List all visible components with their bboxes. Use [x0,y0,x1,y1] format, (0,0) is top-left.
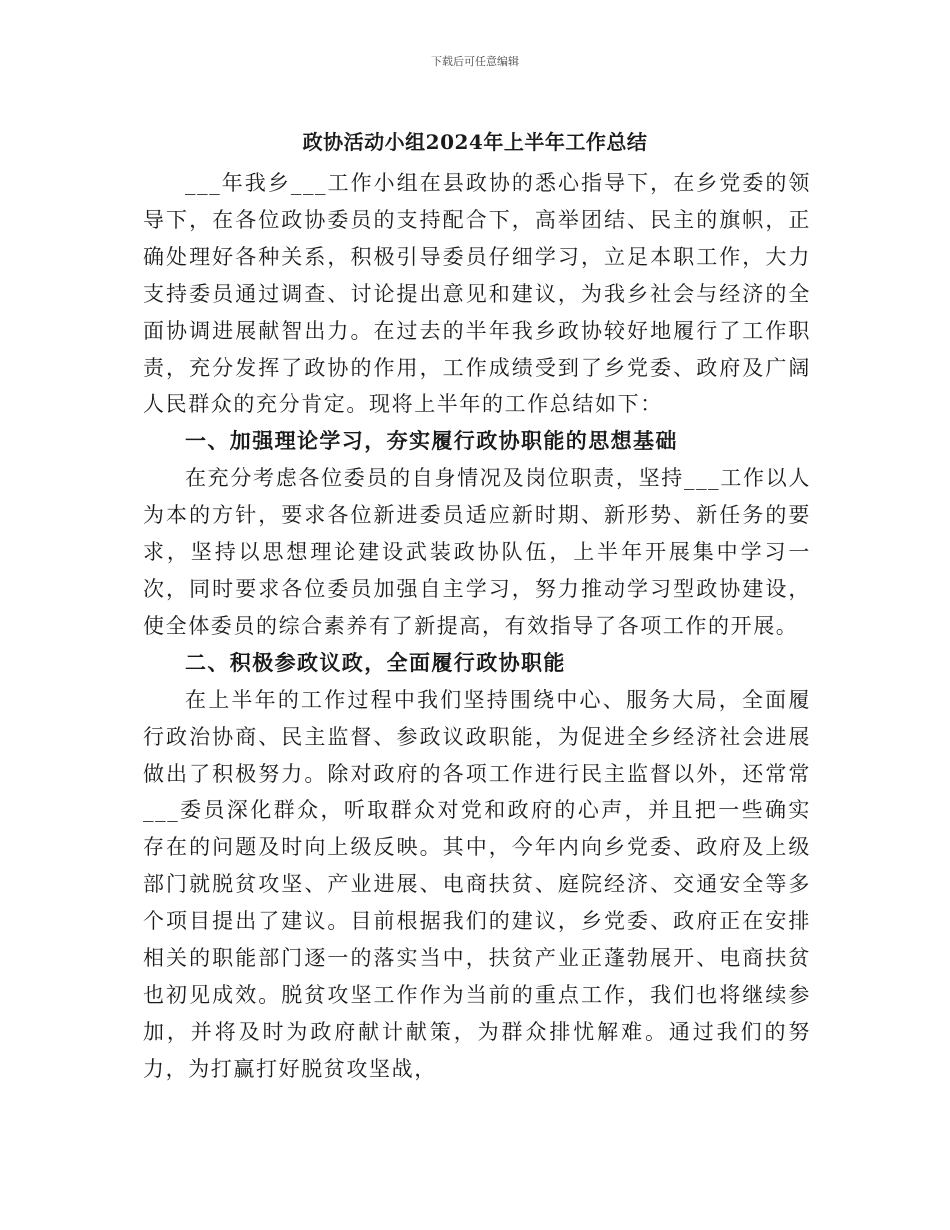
document-title: 政协活动小组2024年上半年工作总结 [302,130,648,154]
section-1-paragraph: 在充分考虑各位委员的自身情况及岗位职责，坚持___工作以人为本的方针，要求各位新进委员适应新时期、新形势、新任务的要求，坚持以思想理论建设武装政协队伍，上半年开展集中学习一次，同时要求各位委员加强自主学习，努力推动学习型政协建设，使全体委员的综合素养有了新提高，有效指导了各项工作的开展。 [143,466,811,638]
document-body [143,165,811,1088]
section-heading-1: 一、加强理论学习，夯实履行政协职能的思想基础 [185,428,678,454]
section-2-paragraph: 在上半年的工作过程中我们坚持围绕中心、服务大局，全面履行政治协商、民主监督、参政议政职能，为促进全乡经济社会进展做出了积极努力。除对政府的各项工作进行民主监督以外，还常常___委员深化群众，听取群众对党和政府的心声，并且把一些确实存在的问题及时向上级反映。其中，今年内向乡党委、政府及上级部门就脱贫攻坚、产业进展、电商扶贫、庭院经济、交通安全等多个项目提出了建议。目前根据我们的建议，乡党委、政府正在安排相关的职能部门逐一的落实当中，扶贫产业正蓬勃展开、电商扶贫也初见成效。脱贫攻坚工作作为当前的重点工作，我们也将继续参加，并将及时为政府献计献策，为群众排忧解难。通过我们的努力，为打赢打好脱贫攻坚战， [143,687,811,1081]
header-note: 下载后可任意编辑 [431,55,519,68]
intro-paragraph: ___年我乡___工作小组在县政协的悉心指导下，在乡党委的领导下，在各位政协委员的支持配合下，高举团结、民主的旗帜，正确处理好各种关系，积极引导委员仔细学习，立足本职工作，大力支持委员通过调查、讨论提出意见和建议，为我乡社会与经济的全面协调进展献智出力。在过去的半年我乡政协较好地履行了工作职责，充分发挥了政协的作用，工作成绩受到了乡党委、政府及广阔人民群众的充分肯定。现将上半年的工作总结如下： [143,171,811,417]
section-heading-2: 二、积极参政议政，全面履行政协职能 [185,649,566,675]
